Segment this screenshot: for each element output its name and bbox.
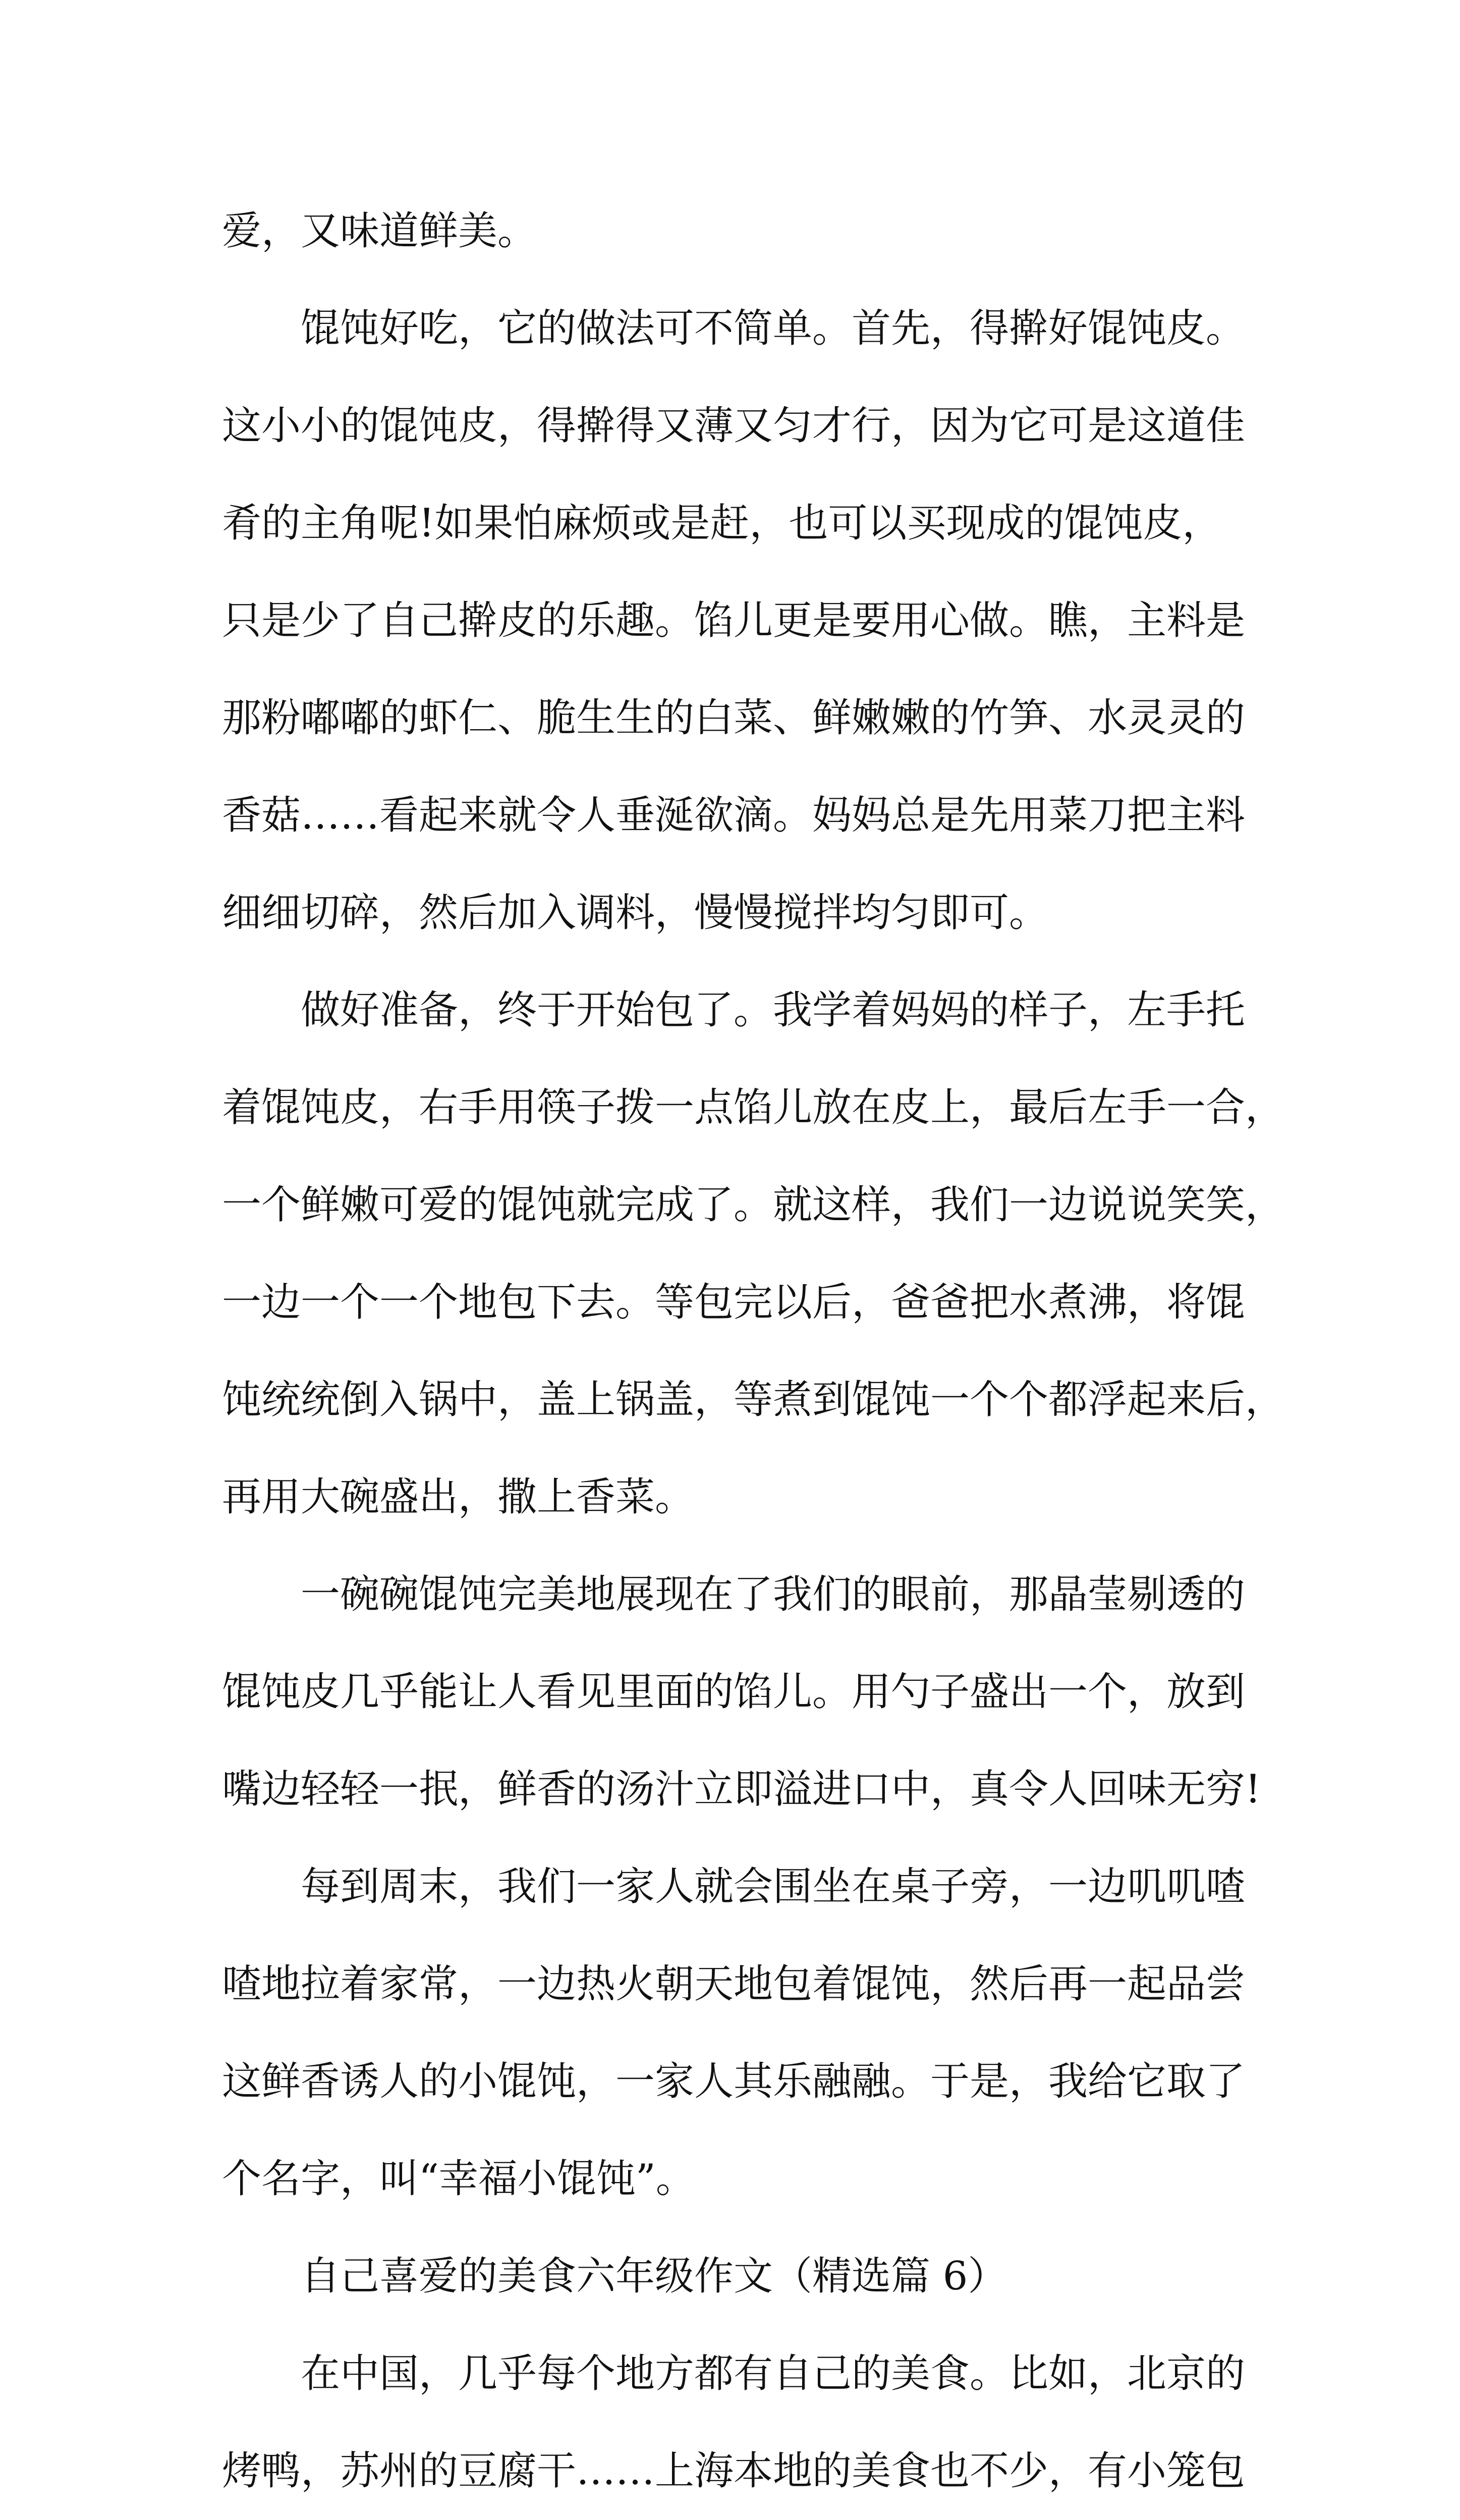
- text-line: 馄饨皮几乎能让人看见里面的馅儿。用勺子盛出一个，放到: [222, 1669, 1246, 1715]
- text-line: 爱，又味道鲜美。: [222, 208, 537, 254]
- text-line: 只是少了自己擀皮的乐趣。馅儿更是要用心做。瞧，主料是: [222, 598, 1246, 643]
- text-line: 着馄饨皮，右手用筷子拨一点馅儿放在皮上，最后左手一合，: [222, 1085, 1285, 1130]
- paragraph-first-line: 在中国，几乎每个地方都有自己的美食。比如，北京的: [301, 2351, 1246, 2396]
- text-line: 喳地拉着家常，一边热火朝天地包着馄饨，然后再一起品尝: [222, 1961, 1246, 2007]
- paragraph-first-line: 一碗碗馄饨完美地展现在了我们的眼前，那晶莹剔透的: [301, 1572, 1246, 1617]
- text-line: 一个鲜嫩可爱的馄饨就完成了。就这样，我们一边说说笑笑，: [222, 1182, 1285, 1228]
- text-line: 个名字，叫“幸福小馄饨”。: [222, 2156, 695, 2202]
- paragraph-first-line: 馄饨好吃，它的做法可不简单。首先，得擀好馄饨皮。: [301, 306, 1246, 351]
- text-line: 肴的主角呢!如果怕麻烦或是赶，也可以买现成的馄饨皮，: [222, 501, 1222, 546]
- paragraph-first-line: 每到周末，我们一家人就会围坐在桌子旁，一边叽叽喳: [301, 1864, 1246, 1909]
- text-line: 香菇……看起来就令人垂涎欲滴。妈妈总是先用菜刀把主料: [222, 793, 1246, 838]
- text-line: 饨统统倒入锅中，盖上锅盖，等煮到馄饨一个个都浮起来后，: [222, 1377, 1285, 1422]
- text-line: 那粉嘟嘟的虾仁、脆生生的白菜、鲜嫩嫩的竹笋、水灵灵的: [222, 695, 1246, 741]
- paragraph-first-line: 做好准备，终于开始包了。我学着妈妈的样子，左手托: [301, 988, 1246, 1033]
- text-line: 这鲜香诱人的小馄饨，一家人其乐融融。于是，我给它取了: [222, 2059, 1246, 2104]
- text-line: 嘴边轻轻一抿，鲜香的汤汁立即溢进口中，真令人回味无穷!: [222, 1767, 1261, 1812]
- text-line: 一边一个一个地包下去。等包完以后，爸爸把水煮沸，将馄: [222, 1280, 1246, 1325]
- text-line: 这小小的馄饨皮，得擀得又薄又匀才行，因为它可是这道佳: [222, 403, 1246, 449]
- section-heading: 自己喜爱的美食六年级作文（精选篇 6）: [301, 2254, 1007, 2299]
- text-line: 细细切碎，然后加入调料，慢慢搅拌均匀即可。: [222, 890, 1049, 936]
- text-line: 烤鸭，苏州的豆腐干……上海本地的美食也不少，有小笼包: [222, 2448, 1246, 2494]
- essay-body: [222, 183, 1285, 2520]
- text-line: 再用大碗盛出，撒上香菜。: [222, 1474, 695, 1520]
